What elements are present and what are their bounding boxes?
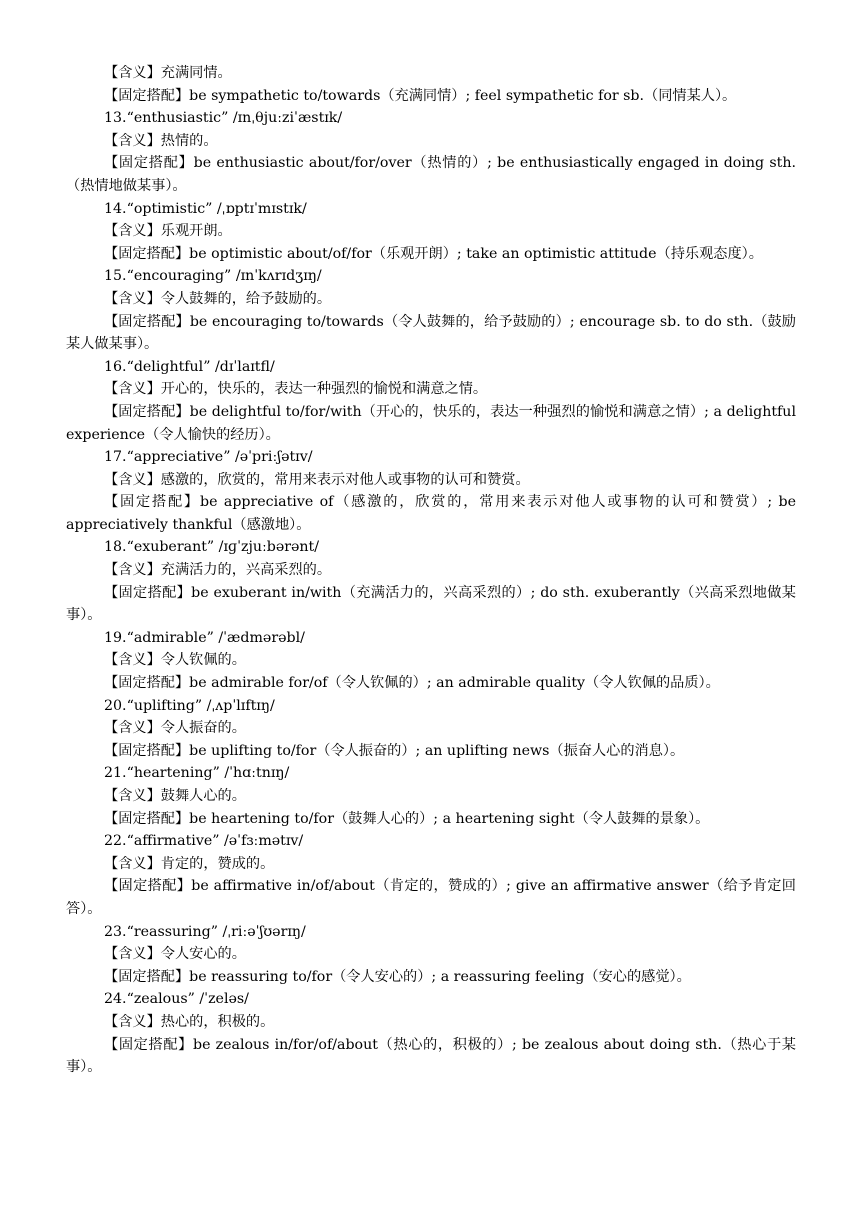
collocation-paragraph: 【固定搭配】be zealous in/for/of/about（热心的，积极的）; be zealous about doing sth.（热心于某事）。	[66, 1036, 796, 1076]
entry-heading: 21.“heartening” /ˈhɑːtnɪŋ/	[104, 765, 290, 782]
meaning-line: 【含义】令人振奋的。	[104, 720, 246, 737]
meaning-line: 【含义】鼓舞人心的。	[104, 788, 246, 804]
entry-heading: 13.“enthusiastic” /ɪnˌθjuːziˈæstɪk/	[104, 110, 343, 127]
entry-heading: 19.“admirable” /ˈædmərəbl/	[104, 629, 305, 646]
collocation-paragraph: 【固定搭配】be admirable for/of（令人钦佩的）; an admirable quality（令人钦佩的品质）。	[104, 675, 720, 692]
collocation-paragraph: 【固定搭配】be sympathetic to/towards（充满同情）; feel sympathetic for sb.（同情某人）。	[104, 87, 737, 104]
collocation-line: 【固定搭配】be uplifting to/for（令人振奋的）; an uplifting news（振奋人心的消息）。	[104, 742, 685, 759]
meaning-line: 【含义】肯定的，赞成的。	[104, 855, 275, 872]
entry-heading: 15.“encouraging” /ɪnˈkʌrɪdʒɪŋ/	[104, 268, 322, 285]
collocation-paragraph: 【固定搭配】be encouraging to/towards（令人鼓舞的，给予鼓励的）; encourage sb. to do sth.（鼓励某人做某事）。	[66, 313, 796, 353]
collocation-paragraph: 【固定搭配】be enthusiastic about/for/over（热情的）; be enthusiastically engaged in doing sth.（热情地做某事）。	[66, 155, 796, 194]
collocation-line: 【固定搭配】be reassuring to/for（令人安心的）; a reassuring feeling（安心的感觉）。	[104, 968, 691, 985]
meaning-line: 【含义】充满活力的，兴高采烈的。	[104, 562, 332, 579]
collocation-paragraph: 【固定搭配】be appreciative of（感激的，欣赏的，常用来表示对他人或事物的认可和赞赏）; be appreciatively thankful（感激地）。	[66, 494, 796, 533]
entry-heading: 16.“delightful” /dɪˈlaɪtfl/	[104, 358, 275, 375]
meaning-line: 【含义】令人钦佩的。	[104, 652, 246, 669]
meaning-line: 【含义】令人安心的。	[104, 946, 246, 963]
meaning-line: 【含义】热心的，积极的。	[104, 1013, 275, 1030]
collocation-line: 【固定搭配】be heartening to/for（鼓舞人心的）; a heartening sight（令人鼓舞的景象）。	[104, 810, 710, 827]
meaning-line: 【含义】充满同情。	[104, 65, 232, 81]
collocation-paragraph: 【固定搭配】be affirmative in/of/about（肯定的，赞成的）; give an affirmative answer（给予肯定回答）。	[66, 878, 796, 917]
meaning-line: 【含义】开心的，快乐的，表达一种强烈的愉悦和满意之情。	[104, 381, 488, 398]
entry-heading: 17.“appreciative” /əˈpriːʃətɪv/	[104, 449, 313, 466]
collocation-paragraph: 【固定搭配】be optimistic about/of/for（乐观开朗）; take an optimistic attitude（持乐观态度）。	[104, 245, 763, 262]
collocation-paragraph: 【固定搭配】be delightful to/for/with（开心的，快乐的，表达一种强烈的愉悦和满意之情）; a delightful experience（令人愉快的经历）。	[66, 403, 796, 443]
meaning-line: 【含义】乐观开朗。	[104, 223, 232, 240]
entry-heading: 18.“exuberant” /ɪɡˈzjuːbərənt/	[104, 539, 320, 556]
meaning-line: 【含义】热情的。	[104, 132, 218, 149]
meaning-line: 【含义】感激的，欣赏的，常用来表示对他人或事物的认可和赞赏。	[104, 471, 530, 488]
entry-heading: 20.“uplifting” /ˌʌpˈlɪftɪŋ/	[104, 697, 275, 714]
meaning-line: 【含义】令人鼓舞的，给予鼓励的。	[104, 290, 332, 307]
entry-heading: 22.“affirmative” /əˈfɜːmətɪv/	[104, 833, 304, 850]
entry-heading: 14.“optimistic” /ˌɒptɪˈmɪstɪk/	[104, 200, 307, 217]
entry-heading: 23.“reassuring” /ˌriːəˈʃʊərɪŋ/	[104, 923, 306, 940]
collocation-paragraph: 【固定搭配】be exuberant in/with（充满活力的，兴高采烈的）; do sth. exuberantly（兴高采烈地做某事）。	[66, 584, 796, 624]
entry-heading: 24.“zealous” /ˈzeləs/	[104, 991, 249, 1008]
document-body	[66, 62, 796, 1079]
